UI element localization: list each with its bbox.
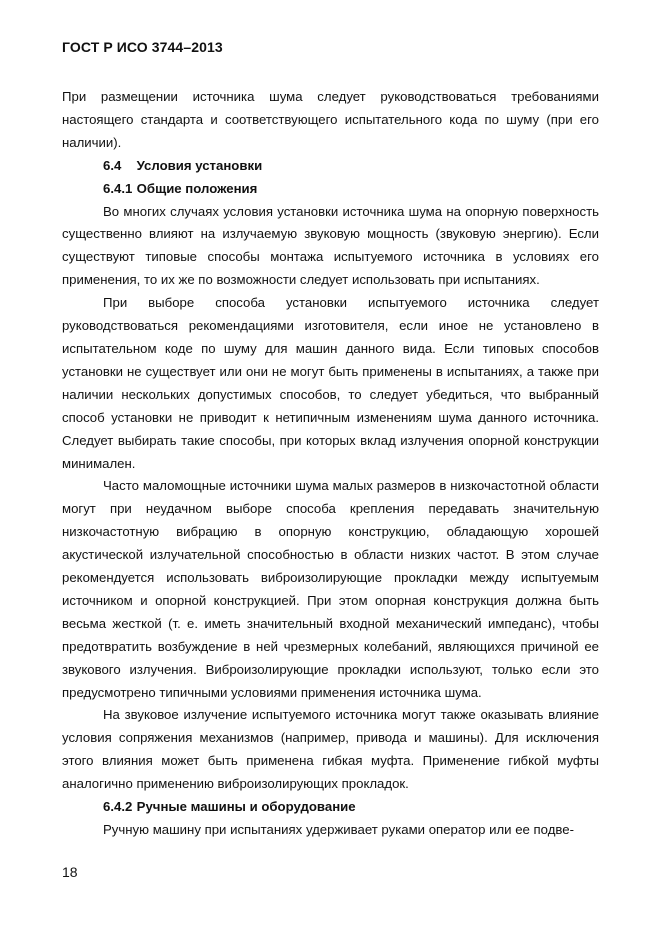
section-number: 6.4 [103,157,122,173]
section-heading-6-4-1 [62,178,599,201]
page-number: 18 [62,864,78,880]
paragraph-3: Часто маломощные источники шума малых размеров в низкочастотной области могут при неудачном выборе способа крепления передавать значительную низкочастотную вибрацию в опорную конструкцию, обладающую хорошей акустической излучательной способностью в области низких частот. В этом случае рекомендуется использовать виброизолирующие прокладки между испытуемым источником и опорной конструкцией. При этом опорная конструкция должна быть весьма жесткой (т. е. иметь значительный входной механический импеданс), чтобы предотвратить возбуждение в ней чрезмерных колебаний, являющихся причиной ее звукового излучения. Виброизолирующие прокладки используют, только если это предусмотрено типичными условиями применения источника шума. [62,478,599,700]
paragraph-4: На звуковое излучение испытуемого источника могут также оказывать влияние условия сопряжения механизмов (например, привода и машины). Для исключения этого влияния может быть применена гибкая муфта. Применение гибкой муфты аналогично применению виброизолирующих прокладок. [62,707,599,792]
section-title: Ручные машины и оборудование [136,799,356,815]
paragraph-1: Во многих случаях условия установки источника шума на опорную поверхность существенно влияют на излучаемую звуковую мощность (звуковую энергию). Если существуют типовые способы монтажа испытуемого источника в условиях его применения, то их же по возможности следует использовать при испытаниях. [62,203,599,288]
section-title: Условия установки [136,157,263,173]
section-heading-6-4-2 [62,796,599,819]
section-title: Общие положения [136,180,258,196]
standard-header: ГОСТ Р ИСО 3744–2013 [62,39,223,55]
document-body [62,86,599,842]
section-number: 6.4.2 [103,799,133,815]
section-number: 6.4.1 [103,180,133,196]
section-heading-6-4 [62,155,599,178]
paragraph-5: Ручную машину при испытаниях удерживает руками оператор или ее подве- [103,822,575,837]
paragraph-intro: При размещении источника шума следует руководствоваться требованиями настоящего стандарта и соответствующего испытательного кода по шуму (при его наличии). [62,89,599,150]
paragraph-2: При выборе способа установки испытуемого источника следует руководствоваться рекомендациями изготовителя, если иное не установлено в испытательном коде по шуму для машин данного вида. Если типовых способов установки не существует или они не могут быть применены в испытаниях, а также при наличии нескольких допустимых способов, то следует убедиться, что выбранный способ установки не приводит к нетипичным изменениям шума данного источника. Следует выбирать такие способы, при которых вклад излучения опорной конструкции минимален. [62,295,599,471]
